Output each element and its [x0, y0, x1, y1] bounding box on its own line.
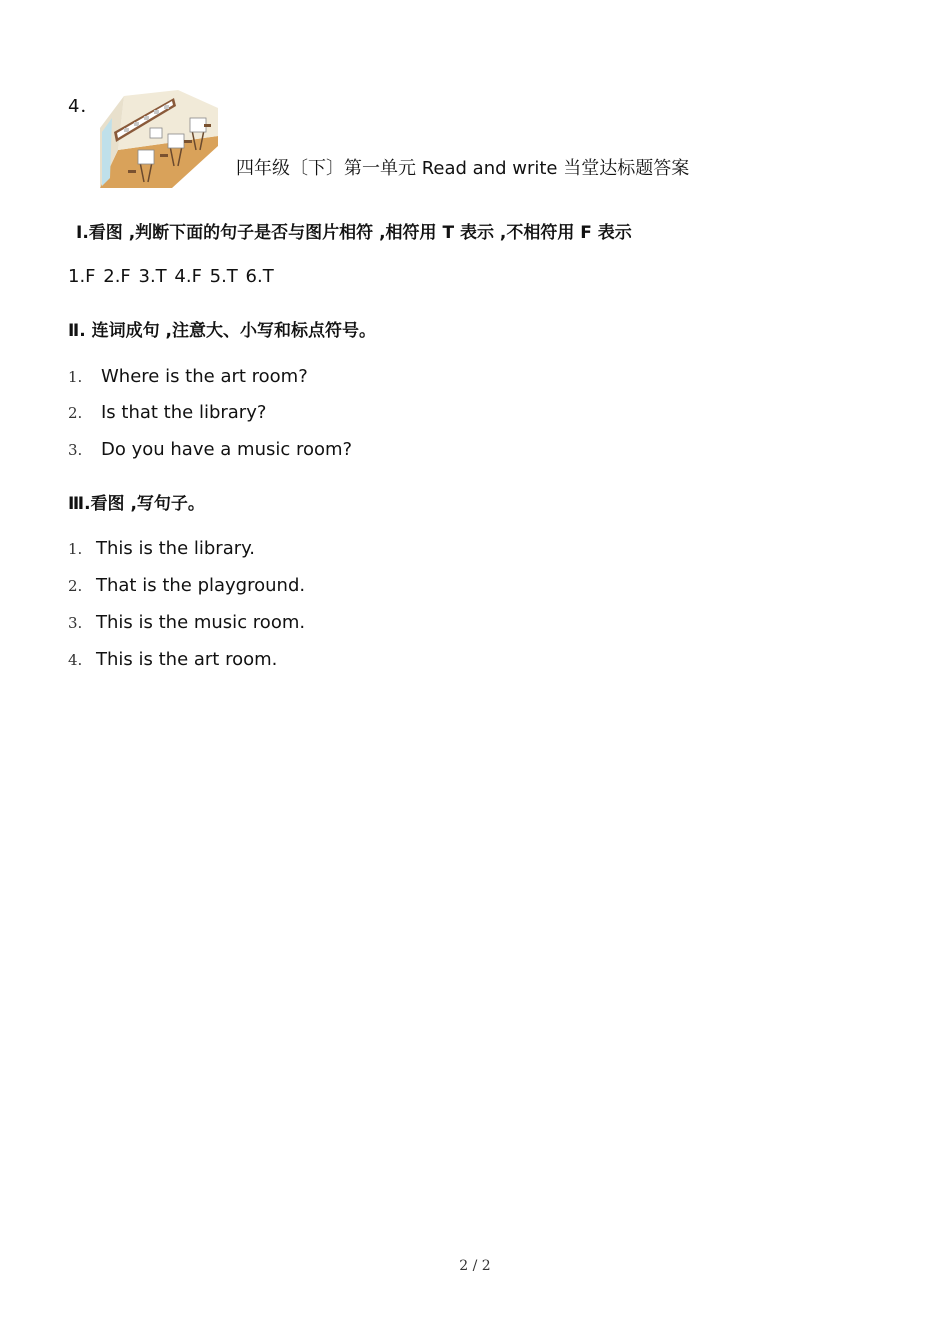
- list-item: [68, 402, 266, 423]
- question-number: 4．: [68, 96, 100, 117]
- list-item-text: Is that the library?: [101, 402, 267, 423]
- list-item-text: Do you have a music room?: [101, 439, 353, 460]
- list-item-number: 4.: [68, 651, 83, 669]
- section-2-heading: Ⅱ. 连词成句 ,注意大、小写和标点符号。: [68, 321, 376, 341]
- section-1-heading: Ⅰ.看图 ,判断下面的句子是否与图片相符 ,相符用 T 表示 ,不相符用 F 表示: [76, 223, 632, 243]
- list-item-number: 1.: [68, 540, 83, 558]
- list-item: [68, 538, 255, 559]
- art-room-illustration: [100, 88, 218, 188]
- list-item-number: 2.: [68, 577, 83, 595]
- section-3-heading: Ⅲ.看图 ,写句子。: [68, 494, 205, 514]
- list-item: [68, 612, 305, 633]
- list-item-text: This is the music room.: [96, 612, 306, 633]
- list-item: [68, 649, 277, 670]
- list-item-text: This is the library.: [96, 538, 255, 559]
- document-title: 四年级〔下〕第一单元 Read and write 当堂达标题答案: [236, 158, 690, 179]
- list-item: [68, 439, 352, 460]
- list-item-text: This is the art room.: [96, 649, 278, 670]
- list-item-number: 3.: [68, 614, 83, 632]
- list-item-text: Where is the art room?: [101, 366, 308, 387]
- page-number: 2 / 2: [459, 1258, 491, 1274]
- list-item: [68, 366, 308, 387]
- list-item-number: 2.: [68, 404, 83, 422]
- section-1-answers: 1.F 2.F 3.T 4.F 5.T 6.T: [68, 266, 274, 287]
- list-item: [68, 575, 305, 596]
- list-item-number: 1.: [68, 368, 83, 386]
- list-item-text: That is the playground.: [96, 575, 306, 596]
- list-item-number: 3.: [68, 441, 83, 459]
